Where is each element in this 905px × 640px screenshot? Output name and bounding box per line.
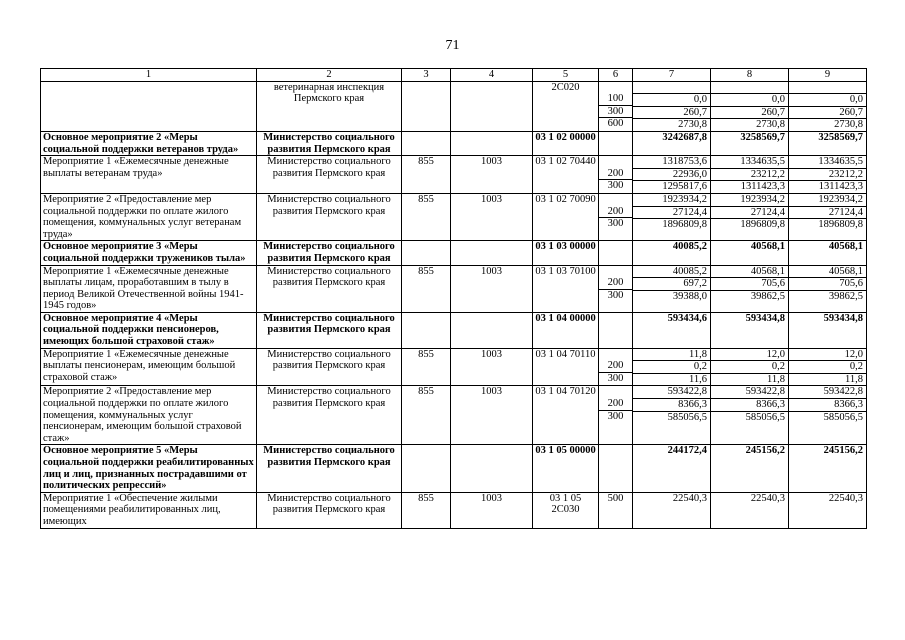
amount-value: 2730,8 bbox=[834, 119, 863, 131]
expense-type-cell bbox=[599, 312, 633, 348]
expense-type-value bbox=[599, 241, 632, 253]
expense-type-value bbox=[599, 266, 632, 278]
expense-type-value bbox=[599, 313, 632, 325]
amount-value: 245156,2 bbox=[823, 445, 863, 457]
table-row bbox=[41, 81, 867, 131]
amount-value: 22540,3 bbox=[828, 492, 863, 504]
activity-name-cell: Основное мероприятие 4 «Меры социальной поддержки пенсионеров, имеющих большой страховой стаж» bbox=[41, 312, 257, 348]
amount-value: 1896809,8 bbox=[662, 219, 707, 231]
amount-value: 697,2 bbox=[633, 278, 710, 291]
table-row bbox=[41, 156, 867, 194]
page-number: 71 bbox=[445, 38, 460, 53]
expense-type-value: 300 bbox=[607, 180, 624, 192]
amount-cell bbox=[633, 193, 711, 240]
amount-value bbox=[711, 82, 788, 95]
expense-type-value: 200 bbox=[599, 206, 632, 219]
section-code-cell: 1003 bbox=[451, 265, 533, 312]
activity-name-cell: Мероприятие 1 «Обеспечение жилыми помещениями реабилитированных лиц, имеющих bbox=[41, 492, 257, 528]
section-code-cell: 1003 bbox=[451, 156, 533, 194]
ministry-cell: Министерство социального развития Пермского края bbox=[257, 348, 402, 386]
amount-cell bbox=[789, 492, 867, 528]
expense-type-value bbox=[599, 194, 632, 206]
amount-cell bbox=[789, 156, 867, 194]
amount-value: 0,0 bbox=[711, 94, 788, 107]
grbs-code-cell: 855 bbox=[402, 492, 451, 528]
expense-type-value: 100 bbox=[599, 93, 632, 106]
header-cell: 2 bbox=[257, 69, 402, 82]
amount-cell bbox=[711, 348, 789, 386]
grbs-code-cell bbox=[402, 312, 451, 348]
amount-cell bbox=[633, 386, 711, 445]
table-row-main-activity bbox=[41, 445, 867, 492]
section-code-cell: 1003 bbox=[451, 492, 533, 528]
expense-type-cell bbox=[599, 386, 633, 445]
amount-value: 0,2 bbox=[633, 361, 710, 374]
amount-cell bbox=[711, 492, 789, 528]
amount-value: 1896809,8 bbox=[818, 219, 863, 231]
target-code-cell: 03 1 05 00000 bbox=[533, 445, 599, 492]
table-row bbox=[41, 492, 867, 528]
target-code-cell: 03 1 02 70440 bbox=[533, 156, 599, 194]
amount-cell bbox=[789, 193, 867, 240]
grbs-code-cell bbox=[402, 241, 451, 265]
amount-value: 40085,2 bbox=[633, 266, 710, 279]
amount-value: 260,7 bbox=[789, 107, 866, 120]
amount-value: 593434,6 bbox=[667, 312, 707, 324]
amount-cell bbox=[711, 156, 789, 194]
amount-value: 585056,5 bbox=[745, 411, 785, 423]
amount-value: 3242687,8 bbox=[662, 131, 707, 143]
ministry-cell: Министерство социального развития Пермского края bbox=[257, 445, 402, 492]
activity-name-cell: Мероприятие 2 «Предоставление мер социальной поддержки по оплате жилого помещения, коммунальных услуг пенсионерам, имеющим большой страховой стаж» bbox=[41, 386, 257, 445]
section-code-cell bbox=[451, 241, 533, 265]
section-code-cell bbox=[451, 131, 533, 155]
amount-cell bbox=[789, 386, 867, 445]
amount-cell bbox=[711, 265, 789, 312]
ministry-cell: Министерство социального развития Пермского края bbox=[257, 265, 402, 312]
grbs-code-cell bbox=[402, 445, 451, 492]
amount-value: 11,8 bbox=[633, 349, 710, 362]
amount-value: 2730,8 bbox=[678, 119, 707, 131]
amount-value: 593434,8 bbox=[823, 312, 863, 324]
ministry-cell: Министерство социального развития Пермского края bbox=[257, 241, 402, 265]
amount-value: 0,2 bbox=[789, 361, 866, 374]
grbs-code-cell: 855 bbox=[402, 156, 451, 194]
expense-type-value: 200 bbox=[599, 277, 632, 290]
amount-cell bbox=[633, 312, 711, 348]
activity-name-cell: Мероприятие 1 «Ежемесячные денежные выплаты ветеранам труда» bbox=[41, 156, 257, 194]
table-row-main-activity bbox=[41, 131, 867, 155]
amount-value: 27124,4 bbox=[789, 207, 866, 220]
amount-cell bbox=[789, 445, 867, 492]
target-code-cell: 03 1 03 00000 bbox=[533, 241, 599, 265]
amount-value: 12,0 bbox=[711, 349, 788, 362]
amount-cell bbox=[633, 241, 711, 265]
expense-type-value: 300 bbox=[607, 410, 624, 422]
header-cell: 3 bbox=[402, 69, 451, 82]
amount-cell bbox=[633, 81, 711, 131]
amount-value: 1311423,3 bbox=[818, 181, 863, 193]
expense-type-cell bbox=[599, 241, 633, 265]
amount-value: 593422,8 bbox=[711, 386, 788, 399]
expense-type-value bbox=[599, 156, 632, 168]
header-cell: 1 bbox=[41, 69, 257, 82]
amount-cell bbox=[711, 241, 789, 265]
expense-type-value: 300 bbox=[607, 289, 624, 301]
amount-value: 585056,5 bbox=[823, 411, 863, 423]
amount-cell bbox=[789, 348, 867, 386]
amount-value: 1318753,6 bbox=[633, 156, 710, 169]
target-code-cell: 03 1 04 70120 bbox=[533, 386, 599, 445]
ministry-cell: Министерство социального развития Пермского края bbox=[257, 492, 402, 528]
table-row-main-activity bbox=[41, 312, 867, 348]
ministry-cell: ветеринарная инспекция Пермского края bbox=[257, 81, 402, 131]
amount-value: 0,0 bbox=[633, 94, 710, 107]
grbs-code-cell: 855 bbox=[402, 193, 451, 240]
header-row bbox=[41, 69, 867, 82]
activity-name-cell: Основное мероприятие 2 «Меры социальной поддержки ветеранов труда» bbox=[41, 131, 257, 155]
activity-name-cell: Основное мероприятие 5 «Меры социальной поддержки реабилитированных лиц и лиц, признанных пострадавшими от политических репрессий» bbox=[41, 445, 257, 492]
expense-type-value: 200 bbox=[599, 168, 632, 181]
amount-value: 593422,8 bbox=[633, 386, 710, 399]
ministry-cell: Министерство социального развития Пермского края bbox=[257, 131, 402, 155]
activity-name-cell: Основное мероприятие 3 «Меры социальной поддержки тружеников тыла» bbox=[41, 241, 257, 265]
amount-value: 40568,1 bbox=[789, 266, 866, 279]
section-code-cell bbox=[451, 445, 533, 492]
expense-type-value: 200 bbox=[599, 360, 632, 373]
amount-cell bbox=[633, 131, 711, 155]
target-code-cell: 03 1 05 2С030 bbox=[533, 492, 599, 528]
amount-cell bbox=[789, 265, 867, 312]
amount-value: 3258569,7 bbox=[740, 131, 785, 143]
expense-type-value: 500 bbox=[607, 492, 624, 504]
amount-cell bbox=[633, 265, 711, 312]
amount-value: 3258569,7 bbox=[818, 131, 863, 143]
amount-value: 22540,3 bbox=[672, 492, 707, 504]
expense-type-value: 300 bbox=[607, 218, 624, 230]
amount-value: 1334635,5 bbox=[711, 156, 788, 169]
expense-type-cell bbox=[599, 265, 633, 312]
header-cell: 7 bbox=[633, 69, 711, 82]
amount-value: 27124,4 bbox=[633, 207, 710, 220]
amount-value: 22936,0 bbox=[633, 169, 710, 182]
expense-type-cell bbox=[599, 131, 633, 155]
amount-value: 245156,2 bbox=[745, 445, 785, 457]
header-cell: 6 bbox=[599, 69, 633, 82]
amount-value: 244172,4 bbox=[667, 445, 707, 457]
amount-value: 40568,1 bbox=[711, 266, 788, 279]
expense-type-cell bbox=[599, 81, 633, 131]
grbs-code-cell bbox=[402, 81, 451, 131]
section-code-cell bbox=[451, 312, 533, 348]
expense-type-value: 600 bbox=[607, 118, 624, 130]
expense-type-value bbox=[599, 386, 632, 398]
amount-cell bbox=[711, 131, 789, 155]
activity-name-cell: Мероприятие 2 «Предоставление мер социальной поддержки по оплате жилого помещения, коммунальных услуг ветеранам труда» bbox=[41, 193, 257, 240]
amount-value: 40568,1 bbox=[828, 241, 863, 253]
expense-type-cell bbox=[599, 492, 633, 528]
amount-value: 8366,3 bbox=[711, 399, 788, 412]
expense-type-value bbox=[599, 349, 632, 361]
target-code-cell: 03 1 03 70100 bbox=[533, 265, 599, 312]
amount-value: 1334635,5 bbox=[789, 156, 866, 169]
amount-cell bbox=[633, 156, 711, 194]
target-code-cell: 2С020 bbox=[533, 81, 599, 131]
amount-value: 8366,3 bbox=[633, 399, 710, 412]
amount-value bbox=[789, 82, 866, 95]
expense-type-value bbox=[599, 132, 632, 144]
expense-type-cell bbox=[599, 445, 633, 492]
amount-value: 12,0 bbox=[789, 349, 866, 362]
table-row-main-activity bbox=[41, 241, 867, 265]
amount-value: 2730,8 bbox=[756, 119, 785, 131]
amount-cell bbox=[789, 241, 867, 265]
section-code-cell: 1003 bbox=[451, 348, 533, 386]
header-cell: 5 bbox=[533, 69, 599, 82]
amount-value: 11,8 bbox=[845, 373, 863, 385]
amount-value: 39388,0 bbox=[672, 290, 707, 302]
amount-cell bbox=[789, 131, 867, 155]
amount-cell bbox=[711, 386, 789, 445]
amount-value: 1923934,2 bbox=[711, 194, 788, 207]
amount-value: 585056,5 bbox=[667, 411, 707, 423]
amount-value: 11,8 bbox=[767, 373, 785, 385]
amount-value: 260,7 bbox=[633, 107, 710, 120]
amount-cell bbox=[633, 348, 711, 386]
amount-value: 705,6 bbox=[789, 278, 866, 291]
target-code-cell: 03 1 02 70090 bbox=[533, 193, 599, 240]
amount-cell bbox=[789, 81, 867, 131]
amount-value: 705,6 bbox=[711, 278, 788, 291]
expense-type-value: 300 bbox=[599, 106, 632, 119]
grbs-code-cell: 855 bbox=[402, 386, 451, 445]
amount-cell bbox=[711, 81, 789, 131]
amount-value: 40085,2 bbox=[672, 241, 707, 253]
amount-cell bbox=[633, 492, 711, 528]
amount-cell bbox=[711, 193, 789, 240]
activity-name-cell: Мероприятие 1 «Ежемесячные денежные выплаты лицам, проработавшим в тылу в период Великой Отечественной войны 1941-1945 годов» bbox=[41, 265, 257, 312]
grbs-code-cell bbox=[402, 131, 451, 155]
section-code-cell: 1003 bbox=[451, 193, 533, 240]
expense-type-cell bbox=[599, 348, 633, 386]
grbs-code-cell: 855 bbox=[402, 265, 451, 312]
amount-value: 39862,5 bbox=[750, 290, 785, 302]
amount-cell bbox=[789, 312, 867, 348]
amount-value: 23212,2 bbox=[711, 169, 788, 182]
expense-type-value bbox=[599, 82, 632, 94]
activity-name-cell: Мероприятие 1 «Ежемесячные денежные выплаты пенсионерам, имеющим большой страховой стаж» bbox=[41, 348, 257, 386]
amount-value: 27124,4 bbox=[711, 207, 788, 220]
amount-value: 593434,8 bbox=[745, 312, 785, 324]
expense-type-cell bbox=[599, 193, 633, 240]
amount-cell bbox=[711, 445, 789, 492]
amount-value bbox=[633, 82, 710, 95]
amount-value: 1923934,2 bbox=[633, 194, 710, 207]
amount-cell bbox=[633, 445, 711, 492]
table-row bbox=[41, 265, 867, 312]
amount-value: 39862,5 bbox=[828, 290, 863, 302]
header-cell: 9 bbox=[789, 69, 867, 82]
ministry-cell: Министерство социального развития Пермского края bbox=[257, 193, 402, 240]
expense-type-value: 300 bbox=[607, 372, 624, 384]
amount-value: 593422,8 bbox=[789, 386, 866, 399]
amount-value: 40568,1 bbox=[750, 241, 785, 253]
target-code-cell: 03 1 04 70110 bbox=[533, 348, 599, 386]
amount-value: 1923934,2 bbox=[789, 194, 866, 207]
amount-value: 1311423,3 bbox=[740, 181, 785, 193]
expense-type-value: 200 bbox=[599, 398, 632, 411]
amount-value: 260,7 bbox=[711, 107, 788, 120]
amount-value: 1295817,6 bbox=[662, 181, 707, 193]
activity-name-cell bbox=[41, 81, 257, 131]
table-body bbox=[41, 81, 867, 528]
target-code-cell: 03 1 02 00000 bbox=[533, 131, 599, 155]
table-row bbox=[41, 348, 867, 386]
header-cell: 4 bbox=[451, 69, 533, 82]
amount-value: 23212,2 bbox=[789, 169, 866, 182]
ministry-cell: Министерство социального развития Пермского края bbox=[257, 312, 402, 348]
header-cell: 8 bbox=[711, 69, 789, 82]
expense-type-value bbox=[599, 445, 632, 457]
amount-value: 0,2 bbox=[711, 361, 788, 374]
target-code-cell: 03 1 04 00000 bbox=[533, 312, 599, 348]
amount-cell bbox=[711, 312, 789, 348]
section-code-cell bbox=[451, 81, 533, 131]
expense-type-cell bbox=[599, 156, 633, 194]
amount-value: 1896809,8 bbox=[740, 219, 785, 231]
amount-value: 8366,3 bbox=[789, 399, 866, 412]
ministry-cell: Министерство социального развития Пермского края bbox=[257, 386, 402, 445]
ministry-cell: Министерство социального развития Пермского края bbox=[257, 156, 402, 194]
section-code-cell: 1003 bbox=[451, 386, 533, 445]
grbs-code-cell: 855 bbox=[402, 348, 451, 386]
amount-value: 22540,3 bbox=[750, 492, 785, 504]
amount-value: 0,0 bbox=[789, 94, 866, 107]
budget-table bbox=[40, 68, 867, 529]
table-row bbox=[41, 386, 867, 445]
amount-value: 11,6 bbox=[689, 373, 707, 385]
table-row bbox=[41, 193, 867, 240]
